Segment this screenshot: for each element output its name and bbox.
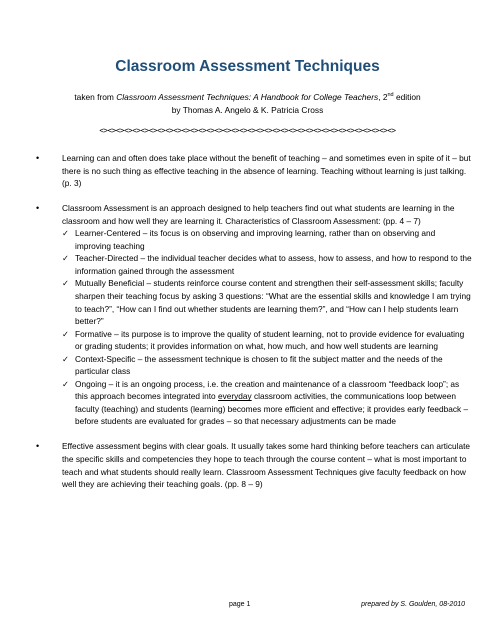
edition-number: , 2	[378, 92, 388, 102]
underlined-word: everyday	[217, 391, 252, 402]
subtitle	[0, 91, 495, 116]
source-prefix: taken from	[74, 92, 117, 102]
bullet-text: Learning can and often does take place without the benefit of teaching – and sometimes even in spite of it – but there is no such thing as effective teaching in the absence of learning. Teaching without learning is just talking. (p. 3)	[62, 153, 471, 189]
content-body	[33, 152, 473, 503]
bullet-text: Classroom Assessment is an approach designed to help teachers find out what students are learning in the classroom and how well they are learning it. Characteristics of Classroom Assessment: (pp. 4 – 7)	[62, 203, 455, 226]
check-item	[62, 378, 473, 428]
source-line	[0, 91, 495, 104]
bullet-item	[33, 152, 473, 190]
check-item: ✓ Teacher-Directed – the individual teacher decides what to assess, how to assess, and how to respond to the information gained through the assessment	[62, 252, 473, 277]
characteristics-list	[62, 227, 473, 428]
bullet-text: Effective assessment begins with clear goals. It usually takes some hard thinking before teachers can articulate the specific skills and competencies they hope to teach through the course content – what is most important to teach and what students should really learn. Classroom Assessment Techniques give faculty feedback on how well they are achieving their teaching goals. (pp. 8 – 9)	[62, 441, 470, 490]
edition-word: edition	[393, 92, 421, 102]
check-item: ✓ Context-Specific – the assessment technique is chosen to fit the subject matter and the needs of the particular class	[62, 353, 473, 378]
book-title: Classroom Assessment Techniques: A Handbook for College Teachers	[116, 92, 379, 102]
bullet-item	[33, 440, 473, 490]
page-number: page 1	[229, 601, 251, 608]
page-title: Classroom Assessment Techniques	[115, 58, 380, 75]
authors-line: by Thomas A. Angelo & K. Patricia Cross	[171, 104, 324, 115]
check-text: Ongoing – it is an ongoing process, i.e. the creation and maintenance of a classroom “feedback loop”; as this approach becomes integrated into	[75, 378, 460, 402]
prepared-by: prepared by S. Goulden, 08-2010	[361, 601, 465, 608]
bullet-item	[33, 202, 473, 428]
check-item: ✓ Mutually Beneficial – students reinforce course content and strengthen their self-assessment skills; faculty sharpen their teaching focus by asking 3 questions: “What are the essential skills and knowledge I am trying to teach?”, “How can I find out whether students are learning them?”, and “How can I help students learn better?”	[62, 277, 473, 327]
check-text: classroom activities, the communications loop between faculty (teaching) and students (learning) becomes more efficient and effective; it provides early feedback – before students are evaluated for grades – so that necessary adjustments can be made	[75, 391, 469, 427]
edition-superscript: nd	[387, 92, 394, 99]
decorative-divider: <><><><><><><><><><><><><><><><><><><><><><><><><><><><><><><><><><><><>	[99, 126, 396, 135]
check-item: ✓ Learner-Centered – its focus is on observing and improving learning, rather than on observing and improving teaching	[62, 227, 473, 252]
check-item: ✓ Formative – its purpose is to improve the quality of student learning, not to provide evidence for evaluating or grading students; it provides information on what, how much, and how well students are learning	[62, 328, 473, 353]
